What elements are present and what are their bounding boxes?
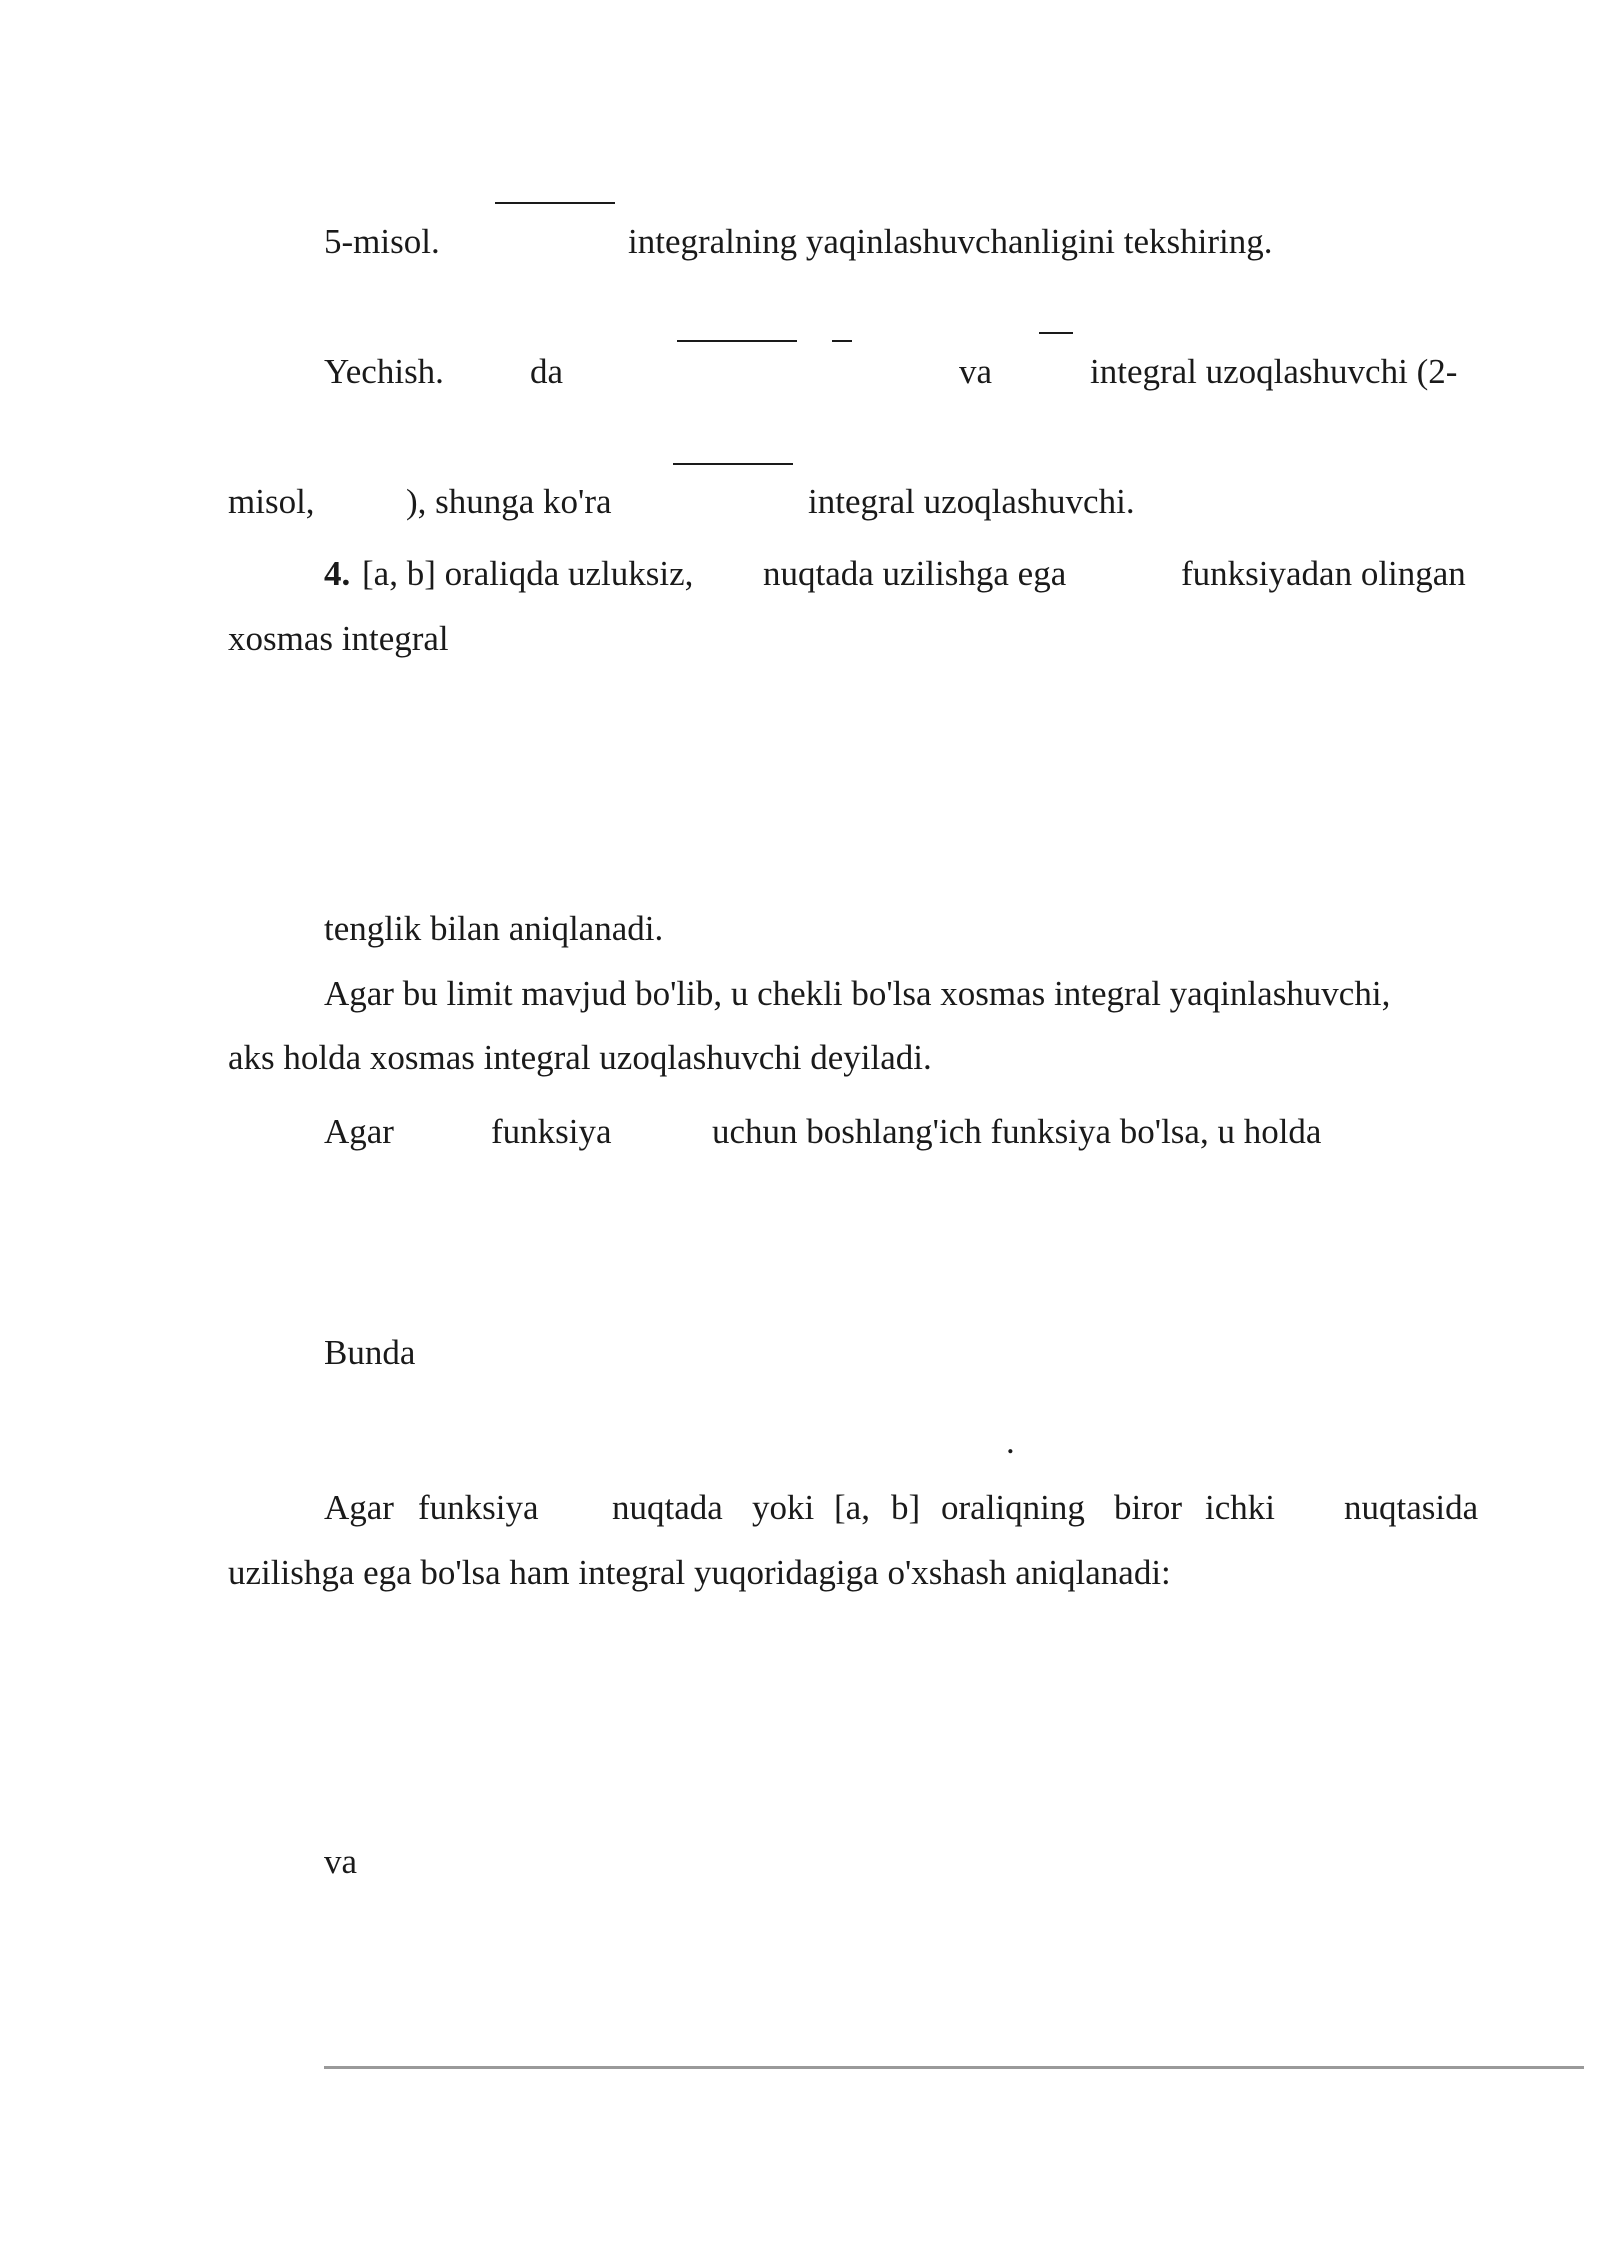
convergence-line-1: Agar bu limit mavjud bo'lib, u chekli bo'lsa xosmas integral yaqinlashuvchi, <box>324 974 1391 1013</box>
convergence-line-2: aks holda xosmas integral uzoqlashuvchi deyiladi. <box>228 1038 932 1077</box>
fraction-bar <box>495 202 615 204</box>
disc-w10: nuqtasida <box>1344 1488 1479 1527</box>
section-text-1: [a, b] oraliqda uzluksiz, <box>362 554 694 593</box>
example-text: integralning yaqinlashuvchanligini tekshiring. <box>628 222 1273 261</box>
fraction-bar <box>673 463 793 465</box>
solution-label: Yechish. <box>324 352 444 391</box>
disc-w7: oraliqning <box>941 1488 1085 1527</box>
disc-line-2: uzilishga ega bo'lsa ham integral yuqoridagiga o'xshash aniqlanadi: <box>228 1553 1171 1592</box>
disc-w3: nuqtada <box>612 1488 723 1527</box>
fraction-bar <box>832 340 852 342</box>
section-text-3: funksiyadan olingan <box>1181 554 1466 593</box>
disc-w8: biror <box>1114 1488 1183 1527</box>
final-word-va: va <box>324 1842 358 1881</box>
example-label: 5-misol. <box>324 222 440 261</box>
bunda-period: . <box>1006 1422 1015 1461</box>
disc-w2: funksiya <box>418 1488 539 1527</box>
solution-misol: misol, <box>228 482 315 521</box>
disc-w4: yoki <box>752 1488 815 1527</box>
section-text-2: nuqtada uzilishga ega <box>763 554 1067 593</box>
disc-w1: Agar <box>324 1488 394 1527</box>
disc-w6: b] <box>891 1488 921 1527</box>
solution-divergent: integral uzoqlashuvchi (2- <box>1090 352 1458 391</box>
solution-conclusion: integral uzoqlashuvchi. <box>808 482 1135 521</box>
solution-shunga: ), shunga ko'ra <box>406 482 612 521</box>
disc-w9: ichki <box>1205 1488 1275 1527</box>
fraction-bar <box>677 340 797 342</box>
solution-word-va: va <box>959 352 993 391</box>
primitive-word-2: funksiya <box>491 1112 612 1151</box>
footnote-divider <box>324 2066 1584 2069</box>
primitive-word-3: uchun boshlang'ich funksiya bo'lsa, u holda <box>712 1112 1322 1151</box>
section-text-5: tenglik bilan aniqlanadi. <box>324 909 664 948</box>
fraction-bar <box>1039 332 1073 334</box>
disc-w5: [a, <box>834 1488 870 1527</box>
primitive-word-1: Agar <box>324 1112 394 1151</box>
solution-word-da: da <box>530 352 564 391</box>
bunda-word: Bunda <box>324 1333 416 1372</box>
section-number: 4. <box>324 554 351 593</box>
section-text-4: xosmas integral <box>228 619 449 658</box>
